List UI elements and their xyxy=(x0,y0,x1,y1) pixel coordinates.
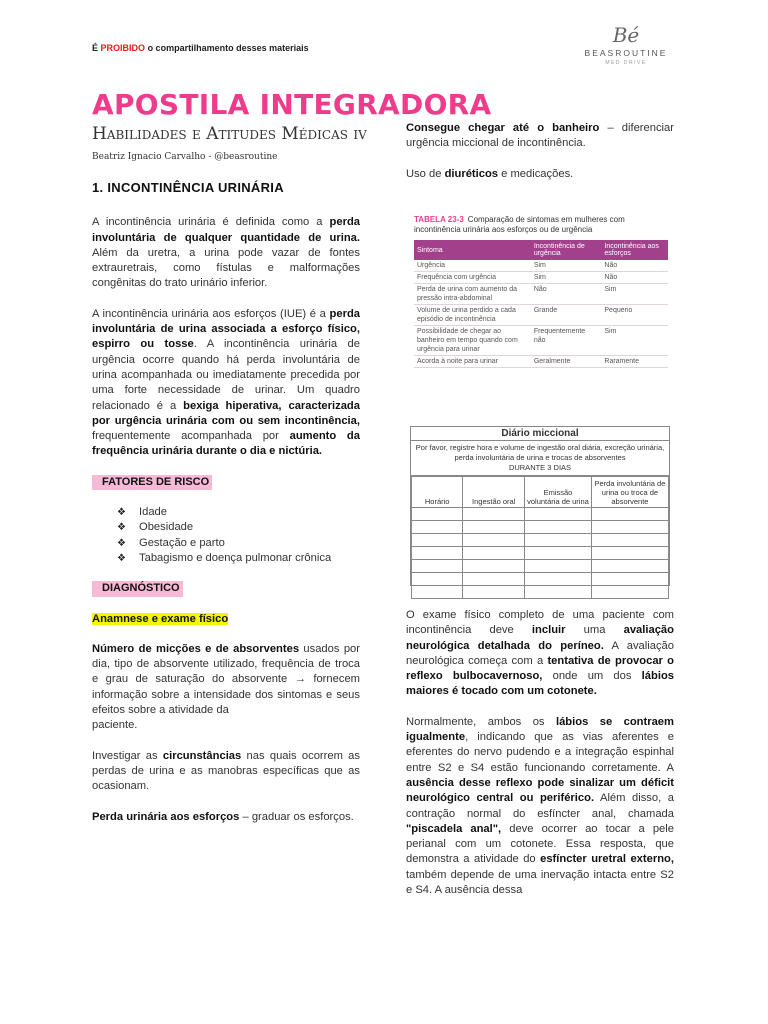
table-header: Sintoma xyxy=(414,240,531,260)
author-line: Beatriz Ignacio Carvalho - @beasroutine xyxy=(92,152,278,162)
list-item: ❖ Idade xyxy=(117,505,360,520)
table-row xyxy=(412,508,669,521)
logo-sub: MED DRIVE xyxy=(605,60,647,66)
list-item: ❖ Gestação e parto xyxy=(117,536,360,551)
bladder-diary-form xyxy=(410,426,670,586)
reflex-paragraph: Normalmente, ambos os lábios se contraem igualmente, indicando que as vias aferentes e eferentes do nervo pudendo e a integração espinhal entre S2 e S4 estão funcionando corretamente. A ausência desse reflexo pode sinalizar um déficit neurológico central ou periférico. Além disso, a contração normal do esfíncter anal, chamada "piscadela anal", deve ocorrer ao tocar a pele perianal com um cotonete. Essa resposta, que demonstra a atividade do esfíncter uretral externo, também depende de uma inervação intacta entre S2 e S4. A ausência dessa xyxy=(406,715,674,897)
table-row: Urgência Sim Não xyxy=(414,260,668,272)
table-caption: TABELA 23-3 Comparação de sintomas em mulheres com incontinência urinária aos esforços ou de urgência xyxy=(414,215,625,234)
table-row xyxy=(412,573,669,586)
table-header: Horário xyxy=(412,477,463,508)
table-row xyxy=(412,560,669,573)
brand-logo xyxy=(576,24,676,66)
definition-paragraph: A incontinência urinária é definida como a perda involuntária de qualquer quantidade de urina. Além da uretra, a urina pode vazar de fontes extrauretrais, como fístulas e malformações congênitas do trato urinário inferior. xyxy=(92,216,360,290)
bathroom-paragraph: Consegue chegar até o banheiro – diferenciar urgência miccional de incontinência. xyxy=(406,122,674,150)
diary-instructions: Por favor, registre hora e volume de ingestão oral diária, excreção urinária, perda involuntária de urina e trocas de absorventes DURANTE 3 DIAS xyxy=(411,441,669,476)
table-row: Possibilidade de chegar ao banheiro em tempo quando com urgência para urinar Frequentemente não Sim xyxy=(414,326,668,356)
copyright-notice: É PROIBIDO o compartilhamento desses materiais xyxy=(92,43,309,53)
table-row xyxy=(412,586,669,599)
table-header: Incontinência aos esforços xyxy=(601,240,668,260)
right-column-bottom xyxy=(406,608,674,898)
diuretics-paragraph: Uso de diuréticos e medicações. xyxy=(406,167,574,180)
table-row xyxy=(412,534,669,547)
table-row: Frequência com urgência Sim Não xyxy=(414,272,668,284)
table-header: Emissão voluntária de urina xyxy=(525,477,592,508)
table-header: Ingestão oral xyxy=(463,477,525,508)
list-item: ❖ Tabagismo e doença pulmonar crônica xyxy=(117,551,360,566)
risk-heading: FATORES DE RISCO xyxy=(92,475,212,490)
table-row: Acorda à noite para urinar Geralmente Raramente xyxy=(414,356,668,368)
section-title: 1. INCONTINÊNCIA URINÁRIA xyxy=(92,180,284,195)
table-header: Incontinência de urgência xyxy=(531,240,602,260)
page-subtitle: Habilidades e Atitudes Médicas iv xyxy=(92,124,367,144)
right-column-top xyxy=(406,121,674,182)
list-item: ❖ Obesidade xyxy=(117,520,360,535)
micturition-paragraph: Número de micções e de absorventes usados por dia, tipo de absorvente utilizado, frequência de troca e grau de saturação do absorvente → fornecem informação sobre a intensidade dos sintomas e seus efeitos sobre a atividade da paciente. xyxy=(92,642,360,732)
table-header: Perda involuntária de urina ou troca de absorvente xyxy=(591,477,668,508)
anamnese-heading: Anamnese e exame físico xyxy=(92,612,229,625)
diary-title: Diário miccional xyxy=(411,427,669,441)
logo-name: BEASROUTINE xyxy=(584,48,668,58)
notice-highlight: PROIBIDO xyxy=(100,43,146,53)
logo-mark: Bé xyxy=(612,23,640,47)
circumstances-paragraph: Investigar as circunstâncias nas quais ocorrem as perdas de urina e as manobras específicas que as ocasionam. xyxy=(92,749,360,793)
left-column xyxy=(92,180,360,825)
physical-exam-paragraph: O exame físico completo de uma paciente com incontinência deve incluir uma avaliação neurológica detalhada do períneo. A avaliação neurológica começa com a tentativa de provocar o reflexo bulbocavernoso, onde um dos lábios maiores é tocado com um cotonete. xyxy=(406,609,674,698)
table-row: Volume de urina perdido a cada episódio de incontinência Grande Pequeno xyxy=(414,305,668,326)
diagnosis-heading: DIAGNÓSTICO xyxy=(92,581,183,596)
table-row xyxy=(412,547,669,560)
page-title: APOSTILA INTEGRADORA xyxy=(92,88,492,121)
table-row xyxy=(412,521,669,534)
table-row: Perda de urina com aumento da pressão intra-abdominal Não Sim xyxy=(414,284,668,305)
risk-list xyxy=(92,505,360,566)
symptom-comparison-table xyxy=(414,215,668,405)
effort-paragraph: Perda urinária aos esforços – graduar os esforços. xyxy=(92,810,354,823)
iue-paragraph: A incontinência urinária aos esforços (IUE) é a perda involuntária de urina associada a esforço físico, espirro ou tosse. A incontinência urinária de urgência ocorre quando há perda involuntária de urina acompanhada ou imediatamente precedida por uma forte necessidade de urinar. Um quadro relacionado é a bexiga hiperativa, caracterizada por urgência urinária com ou sem incontinência, frequentemente acompanhada por aumento da frequência urinária durante o dia e nictúria. xyxy=(92,307,360,458)
